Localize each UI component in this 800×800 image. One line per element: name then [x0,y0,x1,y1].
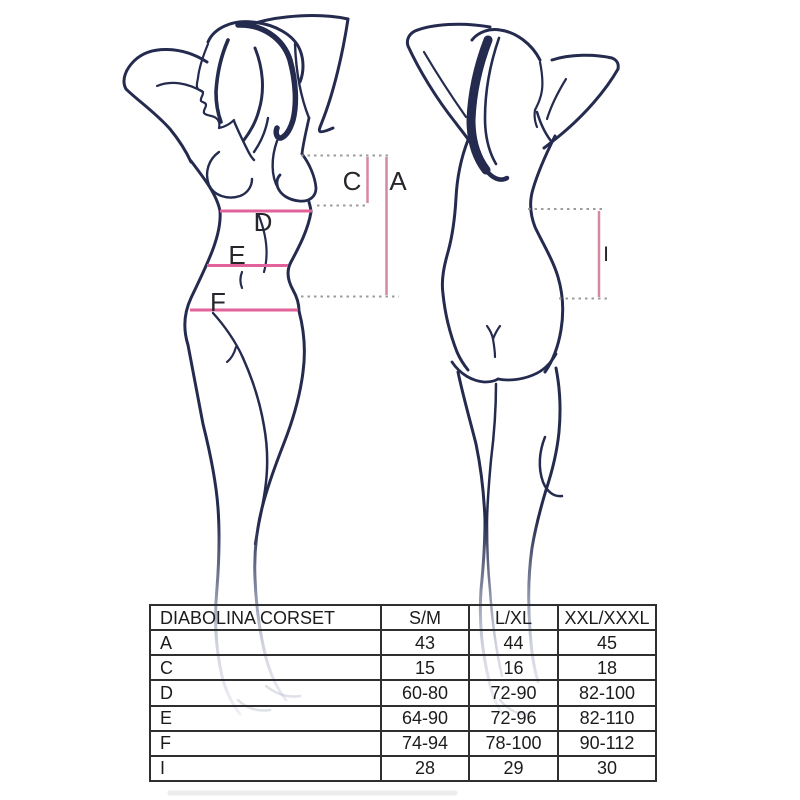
size-table-row [150,630,656,655]
back-ponytail-curl [486,170,507,180]
size-value-cell: 90-112 [558,731,656,756]
product-name-cell: DIABOLINA CORSET [150,605,381,630]
measure-label-a: A [389,166,407,196]
measurement-row-label: I [150,756,381,781]
size-value-cell: 64-90 [381,706,469,731]
size-value-cell: 78-100 [469,731,558,756]
measurement-row-label: E [150,706,381,731]
size-value-cell: 82-110 [558,706,656,731]
measure-label-f: F [210,287,226,317]
front-navel [241,272,243,288]
size-column-header: L/XL [469,605,558,630]
front-crotch-line [213,313,243,358]
size-column-header: XXL/XXXL [558,605,656,630]
size-column-header: S/M [381,605,469,630]
back-buttock-crease [487,326,500,357]
size-value-cell: 60-80 [381,680,469,705]
measure-label-d: D [253,207,273,237]
front-hair-tip [254,118,268,152]
size-table-row [150,706,656,731]
front-crotch-fork [227,347,236,362]
measurement-row-label: F [150,731,381,756]
measure-label-c: C [342,166,362,196]
size-table-row [150,756,656,781]
size-value-cell: 72-96 [469,706,558,731]
back-left-arm-fore [408,46,470,142]
front-hair-strand [244,48,262,140]
back-right-arm-inner [547,79,566,119]
size-value-cell: 18 [558,655,656,680]
size-value-cell: 72-90 [469,680,558,705]
front-right-arm-top [252,16,348,24]
size-value-cell: 29 [469,756,558,781]
size-value-cell: 82-100 [558,680,656,705]
front-breast-far [207,152,252,198]
back-left-contour [442,140,468,370]
measure-label-i: I [603,243,609,266]
measurement-row-label: A [150,630,381,655]
size-value-cell: 44 [469,630,558,655]
size-table-header-row [150,605,656,630]
size-table-row [150,655,656,680]
back-right-arm-top [552,55,618,69]
front-right-contour-lower [288,202,311,311]
front-left-arm-lower [126,89,191,162]
front-right-arm-outer [319,19,348,132]
size-value-cell: 30 [558,756,656,781]
measure-label-e: E [228,240,246,270]
front-right-contour-upper [302,118,309,154]
size-value-cell: 74-94 [381,731,469,756]
size-value-cell: 45 [558,630,656,655]
measurement-row-label: D [150,680,381,705]
size-table [149,604,657,782]
size-table-row [150,731,656,756]
back-hair-strand [485,38,499,164]
size-value-cell: 28 [381,756,469,781]
size-value-cell: 16 [469,655,558,680]
front-breast-near [277,154,316,201]
back-right-contour [531,136,563,372]
front-inner-thigh [243,358,267,544]
measurement-row-label: C [150,655,381,680]
size-value-cell: 43 [381,630,469,655]
size-value-cell: 15 [381,655,469,680]
size-table-row [150,680,656,705]
back-buttock-right [498,354,556,380]
front-hair-front [216,40,228,122]
